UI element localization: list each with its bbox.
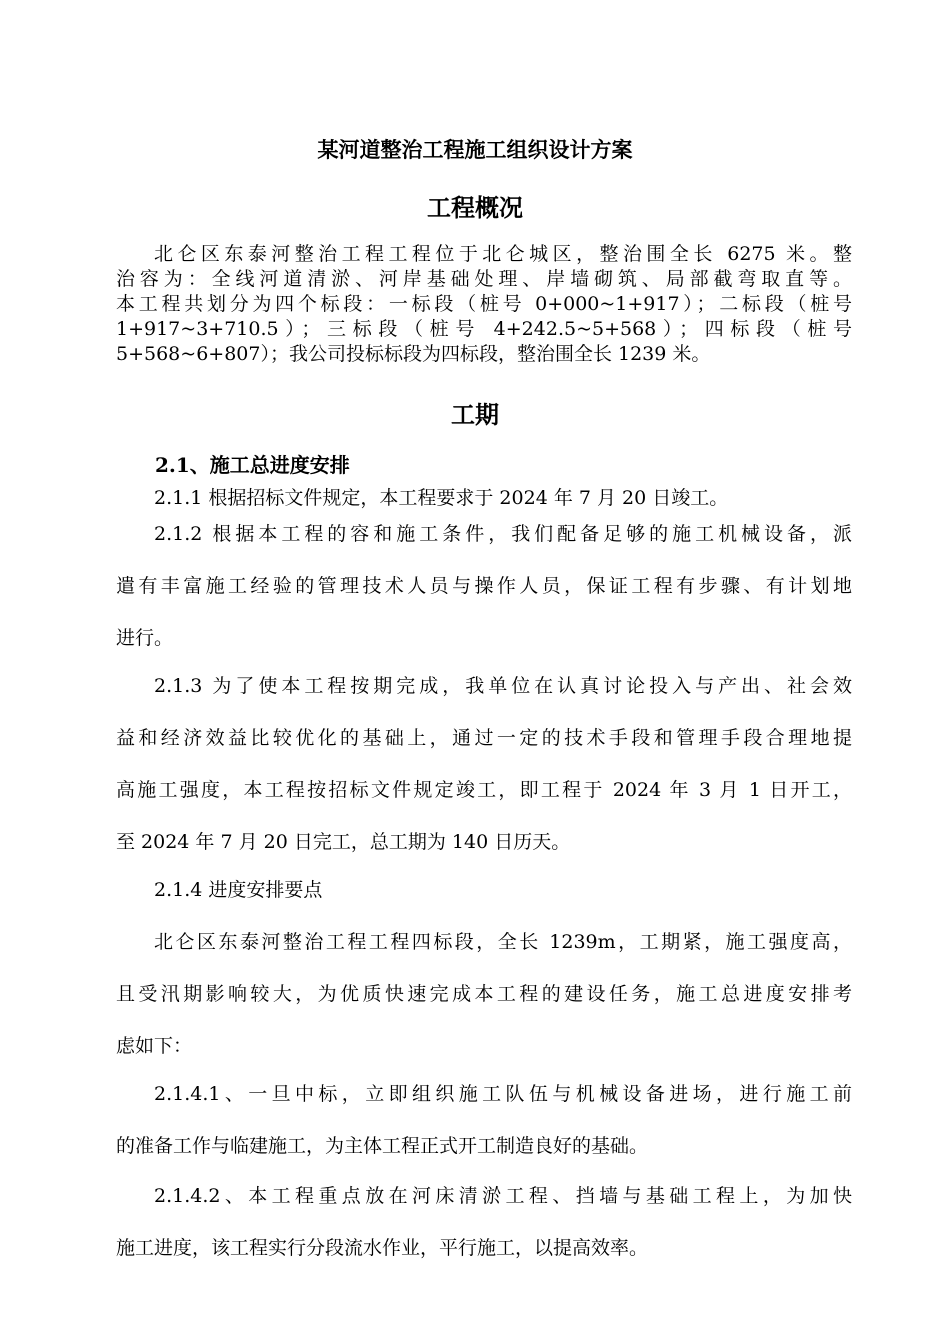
- paragraph-line: 2.1.4 进度安排要点: [154, 879, 323, 901]
- overview-line: 本工程共划分为四个标段：一标段（桩号 0+000~1+917）；二标段（桩号: [116, 293, 852, 315]
- paragraph-line: 2.1.4.2、本工程重点放在河床清淤工程、挡墙与基础工程上，为加快: [154, 1185, 852, 1207]
- subsection-heading: 2.1、施工总进度安排: [155, 453, 350, 477]
- document-title: 某河道整治工程施工组织设计方案: [317, 137, 633, 162]
- paragraph-line: 且受汛期影响较大，为优质快速完成本工程的建设任务，施工总进度安排考: [116, 983, 852, 1005]
- paragraph-line: 施工进度，该工程实行分段流水作业，平行施工，以提高效率。: [116, 1237, 649, 1259]
- paragraph-line: 虑如下：: [116, 1035, 193, 1057]
- paragraph-line: 2.1.2 根据本工程的容和施工条件，我们配备足够的施工机械设备，派: [154, 523, 852, 545]
- paragraph-2-1-4-1: [116, 1068, 852, 1172]
- overview-line: 5+568~6+807）；我公司投标标段为四标段，整治围全长 1239 米。: [116, 343, 711, 365]
- paragraph-line: 益和经济效益比较优化的基础上，通过一定的技术手段和管理手段合理地提: [116, 727, 852, 749]
- paragraph-2-1-2: [116, 508, 852, 664]
- section-heading-overview: 工程概况: [427, 193, 523, 222]
- paragraph-line: 2.1.1 根据招标文件规定，本工程要求于 2024 年 7 月 20 日竣工。: [154, 487, 729, 509]
- paragraph-line: 至 2024 年 7 月 20 日完工，总工期为 140 日历天。: [116, 831, 571, 853]
- paragraph-2-1-3: [116, 660, 852, 868]
- paragraph-line: 2.1.3 为了使本工程按期完成，我单位在认真讨论投入与产出、社会效: [154, 675, 852, 697]
- paragraph-2-1-4: [116, 864, 852, 916]
- overview-paragraph: [116, 242, 852, 367]
- overview-line: 北仑区东泰河整治工程工程位于北仑城区，整治围全长 6275 米。整: [154, 243, 852, 265]
- paragraph-2-1-4-2: [116, 1170, 852, 1274]
- paragraph-line: 遣有丰富施工经验的管理技术人员与操作人员，保证工程有步骤、有计划地: [116, 575, 852, 597]
- paragraph-line: 2.1.4.1、一旦中标，立即组织施工队伍与机械设备进场，进行施工前: [154, 1083, 852, 1105]
- paragraph-2-1-4-body: [116, 916, 852, 1072]
- overview-line: 治容为：全线河道清淤、河岸基础处理、岸墙砌筑、局部截弯取直等。: [116, 268, 852, 290]
- section-heading-schedule: 工期: [451, 400, 499, 429]
- paragraph-line: 进行。: [116, 627, 174, 649]
- paragraph-line: 的准备工作与临建施工，为主体工程正式开工制造良好的基础。: [116, 1135, 649, 1157]
- paragraph-line: 高施工强度，本工程按招标文件规定竣工，即工程于 2024 年 3 月 1 日开工，: [116, 779, 852, 801]
- paragraph-line: 北仑区东泰河整治工程工程四标段，全长 1239m，工期紧，施工强度高，: [154, 931, 852, 953]
- overview-line: 1+917~3+710.5）；三标段（桩号 4+242.5~5+568）；四标段（桩号: [116, 318, 852, 340]
